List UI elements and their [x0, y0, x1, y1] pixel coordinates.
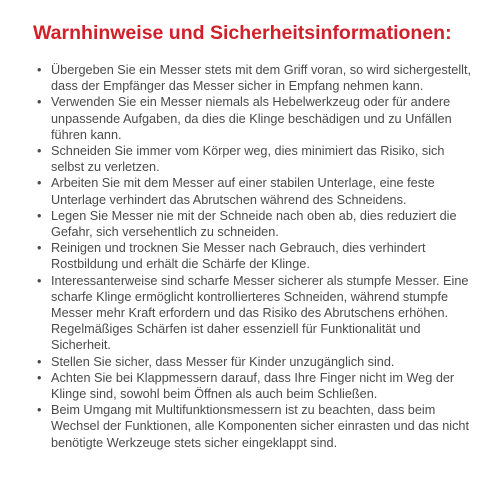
- list-item-text: Legen Sie Messer nie mit der Schneide nach oben ab, dies reduziert die Gefahr, sich versehentlich zu schneiden.: [51, 208, 457, 240]
- list-item-text: Arbeiten Sie mit dem Messer auf einer stabilen Unterlage, eine feste Unterlage verhindert das Abrutschen während des Schneidens.: [51, 176, 435, 207]
- list-item: [33, 354, 478, 370]
- list-item: [33, 62, 478, 94]
- list-item: [33, 240, 478, 272]
- list-item: [33, 175, 478, 207]
- list-item-text: Übergeben Sie ein Messer stets mit dem Griff voran, so wird sichergestellt, dass der Empfänger das Messer sicher in Empfang nehmen kann.: [51, 63, 472, 94]
- bullet-icon: •: [37, 354, 42, 369]
- bullet-icon: •: [37, 176, 42, 191]
- bullet-icon: •: [37, 95, 42, 110]
- bullet-icon: •: [37, 144, 42, 159]
- list-item: [33, 94, 478, 143]
- list-item-text: Achten Sie bei Klappmessern darauf, dass Ihre Finger nicht im Weg der Klinge sind, sowohl beim Öffnen als auch beim Schließen.: [51, 370, 455, 402]
- bullet-icon: •: [37, 241, 42, 256]
- list-item-text: Beim Umgang mit Multifunktionsmessern ist zu beachten, dass beim Wechsel der Funktionen, alle Komponenten sicher einrasten und das nicht benötigte Werkzeuge stets sicher eingeklappt sind.: [51, 403, 469, 450]
- list-item-text: Stellen Sie sicher, dass Messer für Kinder unzugänglich sind.: [51, 354, 395, 369]
- list-item-text: Reinigen und trocknen Sie Messer nach Gebrauch, dies verhindert Rostbildung und erhält die Schärfe der Klinge.: [51, 241, 426, 272]
- bullet-icon: •: [37, 63, 42, 77]
- safety-list: [33, 62, 478, 451]
- list-item-text: Interessanterweise sind scharfe Messer sicherer als stumpfe Messer. Eine scharfe Klinge ermöglicht kontrollierteres Schneiden, während stumpfe Messer mehr Kraft erfordern und das Risiko des Abrutschens erhöhen. Regelmäßiges Schärfen ist daher essenziell für Funktionalität und Sicherheit.: [51, 273, 469, 353]
- list-item-text: Schneiden Sie immer vom Körper weg, dies minimiert das Risiko, sich selbst zu verletzen.: [51, 144, 445, 175]
- bullet-icon: •: [37, 403, 42, 418]
- list-item: [33, 273, 478, 354]
- list-item: [33, 370, 478, 402]
- list-item: [33, 143, 478, 175]
- list-item: [33, 402, 478, 451]
- list-item-text: Verwenden Sie ein Messer niemals als Hebelwerkzeug oder für andere unpassende Aufgaben, da dies die Klinge beschädigen und zu Unfällen führen kann.: [51, 95, 452, 142]
- bullet-icon: •: [37, 273, 42, 288]
- list-item: [33, 208, 478, 240]
- page-title: Warnhinweise und Sicherheitsinformationen:: [33, 22, 452, 44]
- bullet-icon: •: [37, 370, 42, 385]
- bullet-icon: •: [37, 208, 42, 223]
